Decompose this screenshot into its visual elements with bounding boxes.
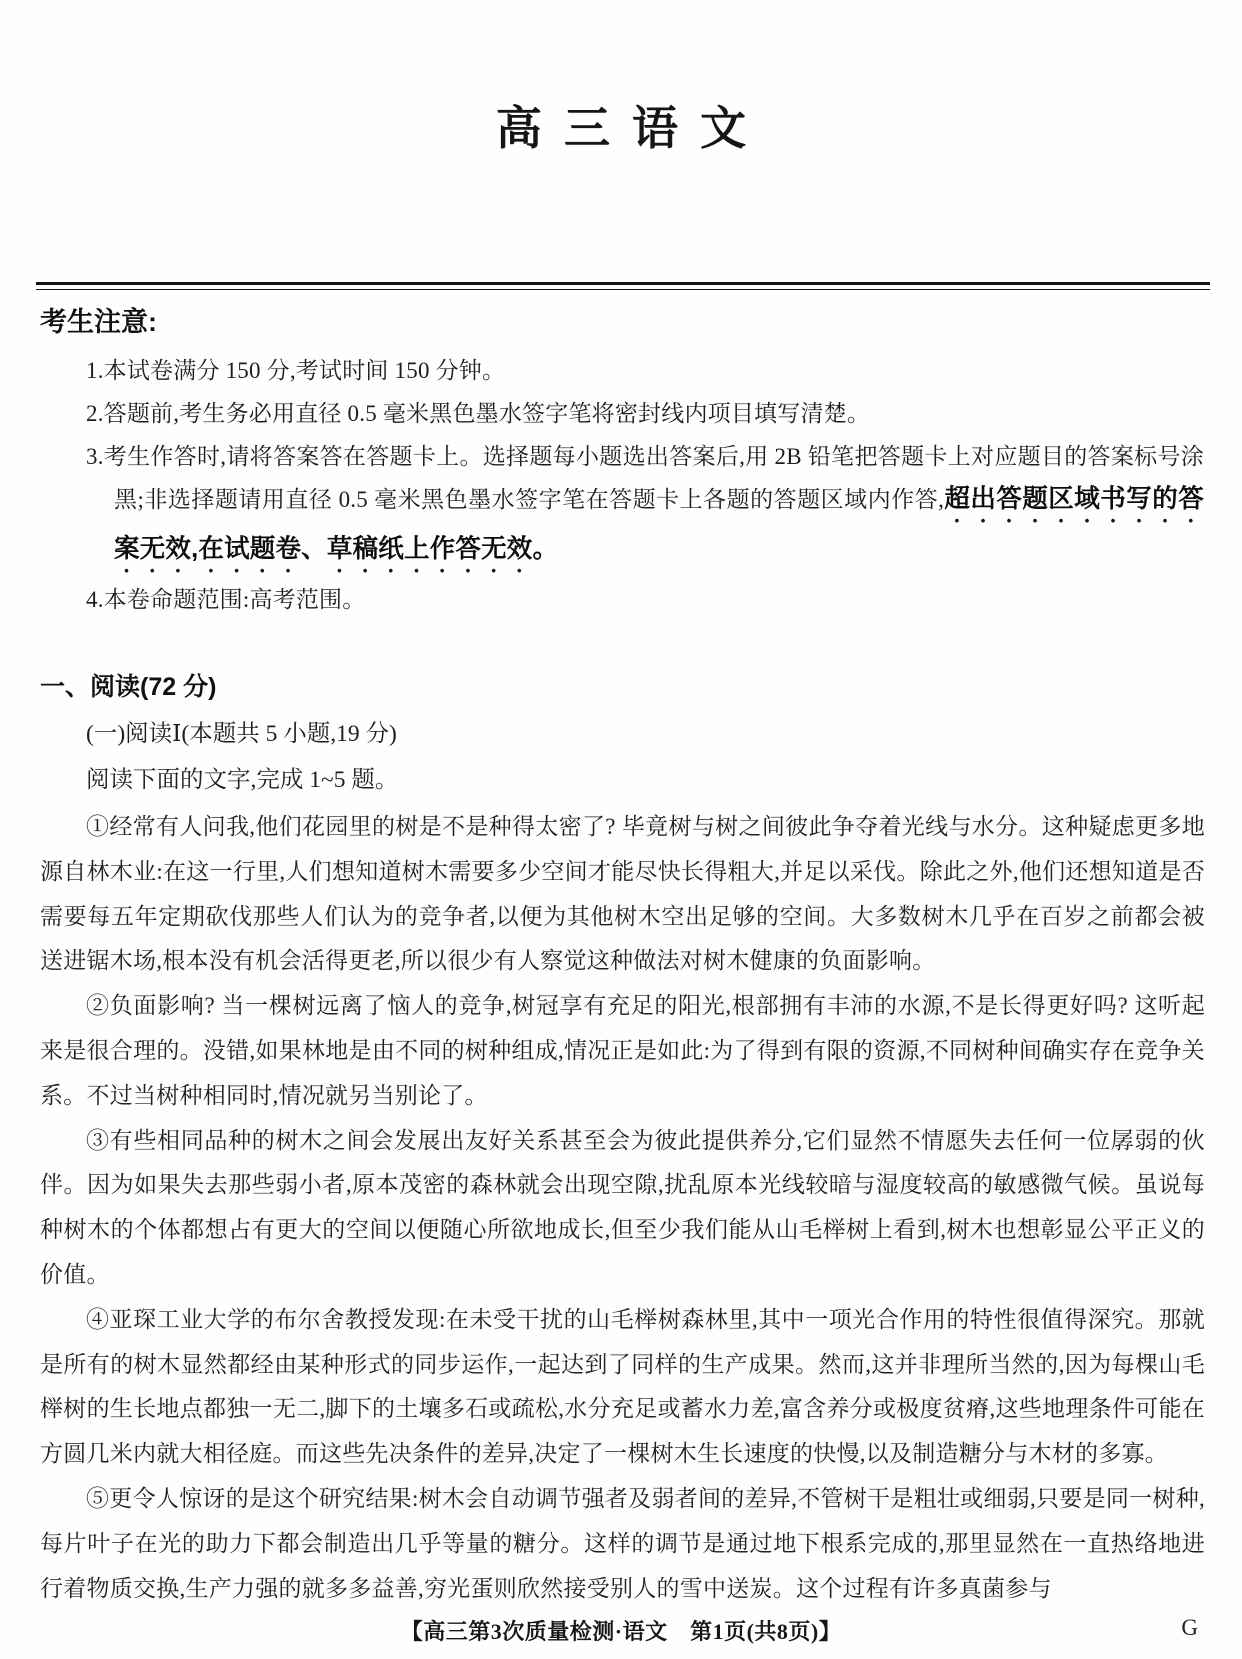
reading-instruction: 阅读下面的文字,完成 1~5 题。 (86, 767, 399, 793)
notice-item-3-emphasis: 超出答题区域书写的答案无效,在试题卷、草稿纸上作答无效。 (114, 485, 1204, 563)
notice-item-3 (86, 435, 1204, 578)
passage-paragraph-3: ③有些相同品种的树木之间会发展出友好关系甚至会为彼此提供养分,它们显然不情愿失去任何一位孱弱的伙伴。因为如果失去那些弱小者,原本茂密的森林就会出现空隙,扰乱原本光线较暗与湿度较高的敏感微气候。虽说每种树木的个体都想占有更大的空间以便随心所欲地成长,但至少我们能从山毛榉树上看到,树木也想彰显公平正义的价值。 (40, 1127, 1205, 1287)
page-footer (0, 1615, 1242, 1647)
notice-item-3-text: 3.考生作答时,请将答案答在答题卡上。选择题每小题选出答案后,用 2B 铅笔把答题卡上对应题目的答案标号涂黑;非选择题请用直径 0.5 毫米黑色墨水签字笔在答题卡上各题的答题区域内作答, (86, 444, 1204, 512)
notice-item-4: 4.本卷命题范围:高考范围。 (86, 587, 366, 612)
section-heading-reading: 一、阅读(72 分) (40, 673, 217, 701)
passage-paragraph-4: ④亚琛工业大学的布尔舍教授发现:在未受干扰的山毛榉树森林里,其中一项光合作用的特性很值得深究。那就是所有的树木显然都经由某种形式的同步运作,一起达到了同样的生产成果。然而,这并非理所当然的,因为每棵山毛榉树的生长地点都独一无二,脚下的土壤多石或疏松,水分充足或蓄水力差,富含养分或极度贫瘠,这些地理条件可能在方圆几米内就大相径庭。而这些先决条件的差异,决定了一棵树木生长速度的快慢,以及制造糖分与木材的多寡。 (40, 1306, 1205, 1467)
notice-heading: 考生注意: (40, 307, 157, 337)
passage-paragraph-2: ②负面影响? 当一棵树远离了恼人的竞争,树冠享有充足的阳光,根部拥有丰沛的水源,不是长得更好吗? 这听起来是很合理的。没错,如果林地是由不同的树种组成,情况正是如此:为了得到有限的资源,不同树种间确实存在竞争关系。不过当树种相同时,情况就另当别论了。 (40, 993, 1205, 1108)
passage-paragraph-5: ⑤更令人惊讶的是这个研究结果:树木会自动调节强者及弱者间的差异,不管树干是粗壮或细弱,只要是同一树种,每片叶子在光的助力下都会制造出几乎等量的糖分。这样的调节是通过地下根系完成的,那里显然在一直热络地进行着物质交换,生产力强的就多多益善,穷光蛋则欣然接受别人的雪中送炭。这个过程有许多真菌参与 (40, 1485, 1205, 1601)
passage-paragraph-1: ①经常有人问我,他们花园里的树是不是种得太密了? 毕竟树与树之间彼此争夺着光线与水分。这种疑虑更多地源自林木业:在这一行里,人们想知道树木需要多少空间才能尽快长得粗大,并足以采伐。除此之外,他们还想知道是否需要每五年定期砍伐那些人们认为的竞争者,以便为其他树木空出足够的空间。大多数树木几乎在百岁之前都会被送进锯木场,根本没有机会活得更老,所以很少有人察觉这种做法对树木健康的负面影响。 (40, 814, 1205, 974)
page-title: 高三语文 (495, 103, 769, 154)
reading-passage (40, 805, 1205, 1611)
notice-item-1: 1.本试卷满分 150 分,考试时间 150 分钟。 (86, 358, 506, 383)
footer-page-info: 【高三第3次质量检测·语文 第1页(共8页)】 (400, 1619, 842, 1644)
subsection-heading-reading-1: (一)阅读Ⅰ(本题共 5 小题,19 分) (86, 721, 397, 747)
notice-section (40, 300, 1204, 621)
footer-version-letter: G (1181, 1615, 1198, 1640)
double-rule (36, 282, 1210, 290)
notice-item-2: 2.答题前,考生务必用直径 0.5 毫米黑色墨水签字笔将密封线内项目填写清楚。 (86, 401, 871, 426)
